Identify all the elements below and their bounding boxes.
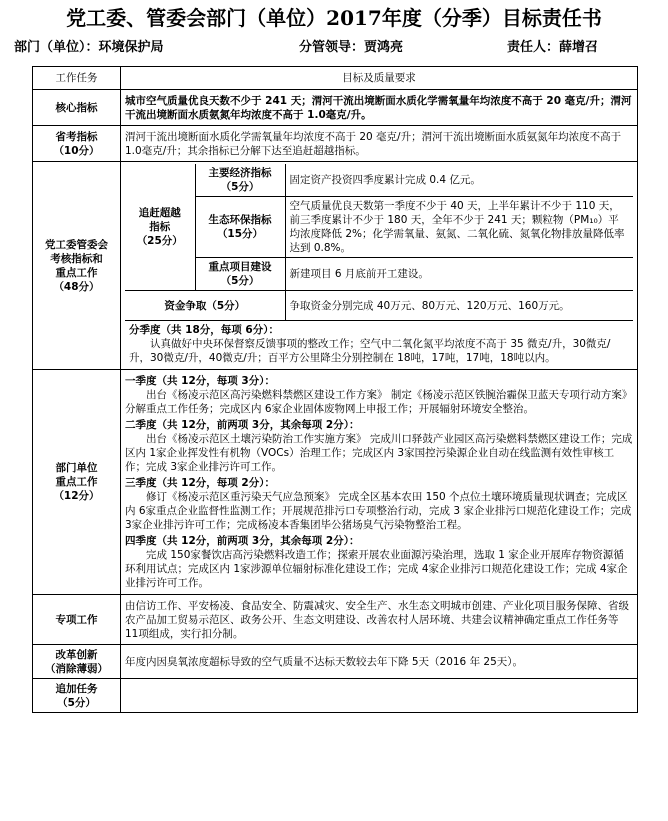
extra-label-line1: 追加任务	[55, 682, 98, 695]
project-indicator-row	[125, 258, 633, 291]
special-work-text: 由信访工作、平安杨凌、食品安全、防震减灾、安全生产、水生态文明城市创建、产业化项目服务保障、省级农产品加工贸易示范区、政务公开、生态文明建设、改善农村人居环境、共建会议精神确定重点工作任务等 11项组成，实行扣分制。	[121, 595, 638, 645]
q3-section	[125, 476, 633, 532]
q1-text: 出台《杨凌示范区高污染燃料禁燃区建设工作方案》 制定《杨凌示范区铁腕治霾保卫蓝天专项行动方案》 分解重点工作任务；完成区内 6家企业固体废物网上申报工作；开展辐射环境安全整治。	[125, 389, 633, 415]
dept-label-line1: 部门单位	[55, 462, 98, 474]
header-task: 工作任务	[33, 67, 121, 90]
responsible-field: 责任人：薛增召	[507, 40, 599, 55]
reform-row	[33, 645, 638, 679]
extra-task-row	[33, 679, 638, 713]
reform-text: 年度内因臭氧浓度超标导致的空气质量不达标天数较去年下降 5天（2016 年 25天）。	[121, 645, 638, 679]
project-label-line1: 重点项目建设	[208, 261, 272, 273]
eco-indicator-text: 空气质量优良天数第一季度不少于 40 天，上半年累计不少于 110 天，前三季度累计不少于 180 天，全年不少于 241 天；颗粒物（PM₁₀）平均浓度降低 2%；化学需氧量、氨氮、二氧化硫、氮氧化物排放量降低率达到 0.8%。	[285, 197, 633, 258]
special-work-row	[33, 595, 638, 645]
extra-label-line2: （5分）	[57, 696, 96, 709]
quarterly-row	[125, 321, 633, 368]
province-indicator-row	[33, 126, 638, 162]
quarterly-text: 认真做好中央环保督察反馈事项的整改工作；空气中二氧化氮平均浓度不高于 35 微克/升，30微克/升，30微克/升，40微克/升；百平方公里降尘分别控制在 18吨，17吨，17吨，18吨以内。	[129, 338, 611, 364]
core-indicator-text: 城市空气质量优良天数不少于 241 天；渭河干流出境断面水质化学需氧量年均浓度不高于 20 毫克/升；渭河干流出境断面水质氨氮年均浓度不高于 1.0毫克/升。	[121, 90, 638, 126]
header-goal: 目标及质量要求	[121, 67, 638, 90]
department-field: 部门（单位）：环境保护局	[14, 40, 164, 55]
assessment-label-line3: 重点工作	[55, 266, 98, 279]
q2-heading: 二季度（共 12分，前两项 3分，其余每项 2分）：	[125, 419, 360, 431]
document-title: 党工委、管委会部门（单位）2017年度（分季）目标责任书	[66, 6, 602, 30]
leader-field: 分管领导：贾鸿亮	[299, 40, 404, 55]
catch-up-line3: （25分）	[136, 235, 183, 247]
economic-label-line2: （5分）	[220, 181, 260, 193]
reform-label	[33, 645, 121, 679]
q2-text: 出台《杨凌示范区土壤污染防治工作实施方案》 完成川口驿鼓产业园区高污染燃料禁燃区建设工作；完成区内 1家企业挥发性有机物（VOCs）治理工作；完成区内 3家国控污染源企业自动在线监测有效性审核工作；完成 3家企业排污许可工作。	[125, 433, 633, 473]
q4-section	[125, 534, 633, 590]
reform-label-line2: （消除薄弱）	[45, 662, 108, 675]
province-label-line2: （10分）	[53, 144, 100, 157]
extra-task-text	[121, 679, 638, 713]
project-indicator-text: 新建项目 6 月底前开工建设。	[285, 258, 633, 291]
dept-work-row	[33, 370, 638, 595]
assessment-label-line2: 考核指标和	[50, 252, 103, 265]
catch-up-line1: 追赶超越	[138, 207, 181, 219]
economic-indicator-row	[125, 164, 633, 197]
province-indicator-label	[33, 126, 121, 162]
q3-heading: 三季度（共 12分，每项 2分）：	[125, 477, 275, 489]
target-table	[32, 66, 638, 713]
table-header-row	[33, 67, 638, 90]
special-work-label: 专项工作	[33, 595, 121, 645]
project-indicator-label	[195, 258, 285, 291]
q1-section	[125, 374, 633, 416]
dept-work-label	[33, 370, 121, 595]
assessment-content	[121, 162, 638, 370]
q2-section	[125, 418, 633, 474]
province-indicator-text: 渭河干流出境断面水质化学需氧量年均浓度不高于 20 毫克/升；渭河干流出境断面水质氨氮年均浓度不高于 1.0毫克/升；其余指标已分解下达至追赶超越指标。	[121, 126, 638, 162]
economic-indicator-label	[195, 164, 285, 197]
assessment-label-line4: （48分）	[53, 280, 100, 293]
reform-label-line1: 改革创新	[55, 648, 98, 661]
economic-label-line1: 主要经济指标	[208, 167, 272, 179]
assessment-label-line1: 党工委管委会	[45, 238, 108, 251]
quarterly-heading: 分季度（共 18分，每项 6分）：	[129, 324, 279, 336]
project-label-line2: （5分）	[220, 275, 260, 287]
dept-label-line3: （12分）	[53, 490, 100, 502]
dept-work-content	[121, 370, 638, 595]
funding-label: 资金争取（5分）	[125, 291, 285, 321]
assessment-label	[33, 162, 121, 370]
dept-label-line2: 重点工作	[55, 476, 98, 488]
eco-indicator-row	[125, 197, 633, 258]
document-subheader	[14, 38, 664, 58]
q1-heading: 一季度（共 12分，每项 3分）：	[125, 375, 275, 387]
core-indicator-row	[33, 90, 638, 126]
assessment-row	[33, 162, 638, 370]
economic-indicator-text: 固定资产投资四季度累计完成 0.4 亿元。	[285, 164, 633, 197]
province-label-line1: 省考指标	[55, 130, 98, 143]
funding-text: 争取资金分别完成 40万元、80万元、120万元、160万元。	[285, 291, 633, 321]
extra-task-label	[33, 679, 121, 713]
eco-label-line2: （15分）	[216, 228, 264, 240]
eco-indicator-label	[195, 197, 285, 258]
q4-heading: 四季度（共 12分，前两项 3分，其余每项 2分）：	[125, 535, 360, 547]
assessment-subtable	[125, 164, 633, 367]
q3-text: 修订《杨凌示范区重污染天气应急预案》 完成全区基本农田 150 个点位土壤环境质量现状调查；完成区内 6家重点企业监督性监测工作；开展规范排污口专项整治行动，完成 3 家企业排污口规范化建设工作；完成 3家企业排污许可工作；完成杨凌本香集团毕公猪场臭气污染物整治工程。	[125, 491, 632, 531]
core-indicator-label: 核心指标	[33, 90, 121, 126]
q4-text: 完成 150家餐饮店高污染燃料改造工作；探索开展农业面源污染治理，选取 1 家企业开展库存物资源循环利用试点；完成区内 1家涉源单位辐射标准化建设工作；完成 4家企业排污口规范化建设工作；完成 4家企业排污许可工作。	[125, 549, 628, 589]
funding-row	[125, 291, 633, 321]
quarterly-cell	[125, 321, 633, 368]
eco-label-line1: 生态环保指标	[208, 214, 272, 226]
catch-up-label	[125, 164, 195, 291]
catch-up-line2: 指标	[149, 221, 171, 233]
